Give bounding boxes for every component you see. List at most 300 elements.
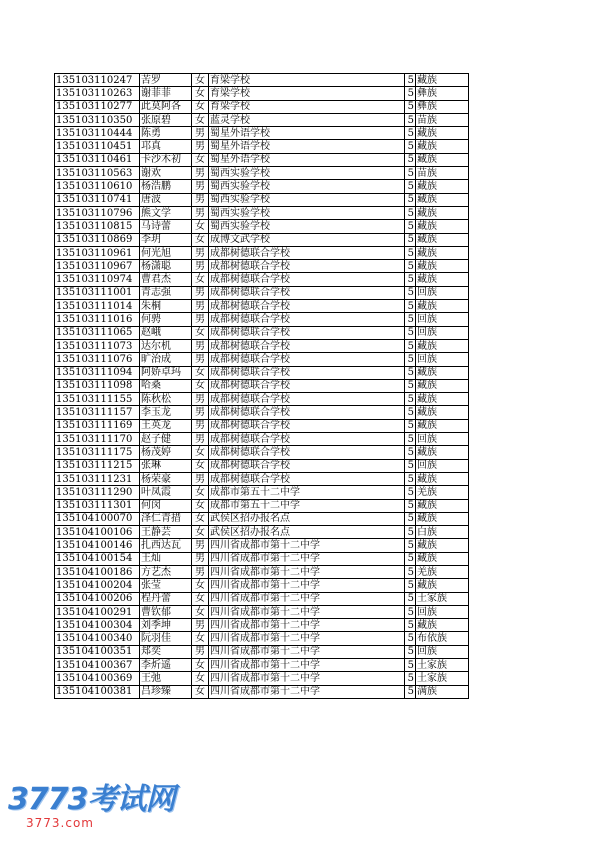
- sex-cell: 女: [192, 87, 209, 100]
- name-cell: 谢欢: [140, 167, 192, 180]
- school-cell: 蜀西实验学校: [209, 167, 405, 180]
- ethnicity-cell: 藏族: [416, 499, 469, 512]
- ethnicity-cell: 藏族: [416, 153, 469, 166]
- sex-cell: 男: [192, 127, 209, 140]
- sex-cell: 女: [192, 512, 209, 525]
- school-cell: 成都树德联合学校: [209, 339, 405, 352]
- school-cell: 蜀星外语学校: [209, 140, 405, 153]
- table-row: [55, 645, 469, 658]
- table-row: [55, 579, 469, 592]
- score-cell: 5: [405, 100, 416, 113]
- school-cell: 育梁学校: [209, 74, 405, 87]
- table-row: [55, 605, 469, 618]
- score-cell: 5: [405, 246, 416, 259]
- school-cell: 四川省成都市第十二中学: [209, 685, 405, 698]
- ethnicity-cell: 藏族: [416, 260, 469, 273]
- school-cell: 成都树德联合学校: [209, 246, 405, 259]
- exam-id-cell: 135103111157: [55, 406, 140, 419]
- table-row: [55, 180, 469, 193]
- score-cell: 5: [405, 406, 416, 419]
- table-row: [55, 632, 469, 645]
- name-cell: 叶凤霞: [140, 486, 192, 499]
- school-cell: 四川省成都市第十二中学: [209, 579, 405, 592]
- sex-cell: 男: [192, 246, 209, 259]
- school-cell: 武侯区招办报名点: [209, 512, 405, 525]
- sex-cell: 女: [192, 526, 209, 539]
- name-cell: 哈桑: [140, 379, 192, 392]
- score-cell: 5: [405, 127, 416, 140]
- school-cell: 成都树德联合学校: [209, 273, 405, 286]
- score-cell: 5: [405, 433, 416, 446]
- table-row: [55, 87, 469, 100]
- score-cell: 5: [405, 486, 416, 499]
- table-row: [55, 206, 469, 219]
- school-cell: 成都树德联合学校: [209, 300, 405, 313]
- sex-cell: 男: [192, 419, 209, 432]
- exam-id-cell: 135103110451: [55, 140, 140, 153]
- name-cell: 唐波: [140, 193, 192, 206]
- name-cell: 吕珍臻: [140, 685, 192, 698]
- sex-cell: 男: [192, 260, 209, 273]
- table-row: [55, 353, 469, 366]
- exam-id-cell: 135103111065: [55, 326, 140, 339]
- score-cell: 5: [405, 379, 416, 392]
- exam-id-cell: 135103110974: [55, 273, 140, 286]
- table-row: [55, 685, 469, 698]
- name-cell: 张琳: [140, 459, 192, 472]
- table-row: [55, 100, 469, 113]
- table-row: [55, 246, 469, 259]
- name-cell: 阿娇卓玛: [140, 366, 192, 379]
- name-cell: 王英龙: [140, 419, 192, 432]
- ethnicity-cell: 藏族: [416, 127, 469, 140]
- score-cell: 5: [405, 672, 416, 685]
- sex-cell: 男: [192, 393, 209, 406]
- name-cell: 扎西达瓦: [140, 539, 192, 552]
- table-row: [55, 74, 469, 87]
- sex-cell: 女: [192, 379, 209, 392]
- name-cell: 刘季坤: [140, 619, 192, 632]
- exam-id-cell: 135103111169: [55, 419, 140, 432]
- ethnicity-cell: 藏族: [416, 512, 469, 525]
- sex-cell: 女: [192, 220, 209, 233]
- sex-cell: 女: [192, 273, 209, 286]
- exam-id-cell: 135103111231: [55, 472, 140, 485]
- name-cell: 李炘遥: [140, 659, 192, 672]
- exam-id-cell: 135104100369: [55, 672, 140, 685]
- logo-sub-text: 3773.com: [26, 816, 94, 830]
- school-cell: 蜀星外语学校: [209, 153, 405, 166]
- table-row: [55, 140, 469, 153]
- table-row: [55, 339, 469, 352]
- school-cell: 武侯区招办报名点: [209, 526, 405, 539]
- ethnicity-cell: 藏族: [416, 579, 469, 592]
- sex-cell: 女: [192, 100, 209, 113]
- ethnicity-cell: 藏族: [416, 339, 469, 352]
- school-cell: 四川省成都市第十二中学: [209, 539, 405, 552]
- name-cell: 郑奕: [140, 645, 192, 658]
- name-cell: 旷治成: [140, 353, 192, 366]
- table-row: [55, 366, 469, 379]
- name-cell: 马诗蕾: [140, 220, 192, 233]
- ethnicity-cell: 藏族: [416, 140, 469, 153]
- school-cell: 成都树德联合学校: [209, 393, 405, 406]
- school-cell: 成都树德联合学校: [209, 419, 405, 432]
- name-cell: 赵峨: [140, 326, 192, 339]
- school-cell: 四川省成都市第十二中学: [209, 632, 405, 645]
- table-row: [55, 552, 469, 565]
- exam-id-cell: 135104100340: [55, 632, 140, 645]
- score-cell: 5: [405, 366, 416, 379]
- name-cell: 熊文学: [140, 206, 192, 219]
- table-row: [55, 672, 469, 685]
- school-cell: 四川省成都市第十二中学: [209, 552, 405, 565]
- ethnicity-cell: 藏族: [416, 619, 469, 632]
- score-cell: 5: [405, 260, 416, 273]
- name-cell: 卡沙木初: [140, 153, 192, 166]
- table-row: [55, 512, 469, 525]
- ethnicity-cell: 彝族: [416, 87, 469, 100]
- ethnicity-cell: 藏族: [416, 379, 469, 392]
- score-cell: 5: [405, 472, 416, 485]
- name-cell: 王灿: [140, 552, 192, 565]
- name-cell: 谢菲菲: [140, 87, 192, 100]
- exam-id-cell: 135103111076: [55, 353, 140, 366]
- score-cell: 5: [405, 113, 416, 126]
- ethnicity-cell: 藏族: [416, 273, 469, 286]
- site-logo: [8, 784, 175, 830]
- sex-cell: 女: [192, 153, 209, 166]
- name-cell: 曹钦郁: [140, 605, 192, 618]
- sex-cell: 女: [192, 499, 209, 512]
- school-cell: 成都树德联合学校: [209, 379, 405, 392]
- table-row: [55, 379, 469, 392]
- score-cell: 5: [405, 659, 416, 672]
- school-cell: 成都树德联合学校: [209, 433, 405, 446]
- name-cell: 陈勇: [140, 127, 192, 140]
- score-cell: 5: [405, 167, 416, 180]
- score-cell: 5: [405, 512, 416, 525]
- exam-id-cell: 135103110461: [55, 153, 140, 166]
- school-cell: 成博文武学校: [209, 233, 405, 246]
- table-row: [55, 127, 469, 140]
- exam-id-cell: 135103111001: [55, 286, 140, 299]
- name-cell: 达尔机: [140, 339, 192, 352]
- table-row: [55, 286, 469, 299]
- name-cell: 陈秋松: [140, 393, 192, 406]
- table-row: [55, 592, 469, 605]
- school-cell: 成都树德联合学校: [209, 446, 405, 459]
- name-cell: 曹君杰: [140, 273, 192, 286]
- sex-cell: 女: [192, 486, 209, 499]
- table-row: [55, 220, 469, 233]
- exam-id-cell: 135103111155: [55, 393, 140, 406]
- exam-id-cell: 135103110444: [55, 127, 140, 140]
- score-cell: 5: [405, 273, 416, 286]
- ethnicity-cell: 藏族: [416, 74, 469, 87]
- school-cell: 蓝灵学校: [209, 113, 405, 126]
- score-cell: 5: [405, 645, 416, 658]
- name-cell: 苦罗: [140, 74, 192, 87]
- ethnicity-cell: 羌族: [416, 565, 469, 578]
- sex-cell: 男: [192, 565, 209, 578]
- score-cell: 5: [405, 499, 416, 512]
- ethnicity-cell: 回族: [416, 313, 469, 326]
- school-cell: 成都树德联合学校: [209, 326, 405, 339]
- exam-id-cell: 135103111098: [55, 379, 140, 392]
- ethnicity-cell: 回族: [416, 605, 469, 618]
- exam-id-cell: 135103110967: [55, 260, 140, 273]
- sex-cell: 男: [192, 193, 209, 206]
- exam-id-cell: 135103110741: [55, 193, 140, 206]
- exam-id-cell: 135104100367: [55, 659, 140, 672]
- ethnicity-cell: 土家族: [416, 659, 469, 672]
- table-row: [55, 393, 469, 406]
- name-cell: 赵子健: [140, 433, 192, 446]
- school-cell: 成都树德联合学校: [209, 353, 405, 366]
- score-cell: 5: [405, 592, 416, 605]
- ethnicity-cell: 藏族: [416, 406, 469, 419]
- ethnicity-cell: 回族: [416, 433, 469, 446]
- score-cell: 5: [405, 353, 416, 366]
- exam-id-cell: 135103110961: [55, 246, 140, 259]
- ethnicity-cell: 藏族: [416, 246, 469, 259]
- school-cell: 育梁学校: [209, 87, 405, 100]
- ethnicity-cell: 布依族: [416, 632, 469, 645]
- sex-cell: 女: [192, 113, 209, 126]
- school-cell: 四川省成都市第十二中学: [209, 565, 405, 578]
- school-cell: 四川省成都市第十二中学: [209, 645, 405, 658]
- exam-id-cell: 135104100106: [55, 526, 140, 539]
- ethnicity-cell: 满族: [416, 685, 469, 698]
- ethnicity-cell: 藏族: [416, 419, 469, 432]
- score-cell: 5: [405, 552, 416, 565]
- ethnicity-cell: 藏族: [416, 233, 469, 246]
- score-cell: 5: [405, 419, 416, 432]
- table-row: [55, 539, 469, 552]
- exam-id-cell: 135103110563: [55, 167, 140, 180]
- table-row: [55, 167, 469, 180]
- score-cell: 5: [405, 153, 416, 166]
- sex-cell: 男: [192, 140, 209, 153]
- name-cell: 泽仁青措: [140, 512, 192, 525]
- name-cell: 杨茂婷: [140, 446, 192, 459]
- sex-cell: 女: [192, 74, 209, 87]
- school-cell: 成都树德联合学校: [209, 313, 405, 326]
- name-cell: 何闵: [140, 499, 192, 512]
- sex-cell: 男: [192, 619, 209, 632]
- exam-id-cell: 135103111014: [55, 300, 140, 313]
- name-cell: 朱桐: [140, 300, 192, 313]
- exam-id-cell: 135103110796: [55, 206, 140, 219]
- table-row: [55, 486, 469, 499]
- table-row: [55, 406, 469, 419]
- exam-id-cell: 135103111094: [55, 366, 140, 379]
- student-table-body: [55, 74, 469, 699]
- score-cell: 5: [405, 526, 416, 539]
- exam-id-cell: 135103111301: [55, 499, 140, 512]
- school-cell: 四川省成都市第十二中学: [209, 619, 405, 632]
- table-row: [55, 113, 469, 126]
- exam-id-cell: 135103110263: [55, 87, 140, 100]
- sex-cell: 女: [192, 366, 209, 379]
- sex-cell: 男: [192, 286, 209, 299]
- score-cell: 5: [405, 233, 416, 246]
- ethnicity-cell: 白族: [416, 526, 469, 539]
- ethnicity-cell: 苗族: [416, 167, 469, 180]
- sex-cell: 男: [192, 645, 209, 658]
- school-cell: 成都树德联合学校: [209, 286, 405, 299]
- sex-cell: 女: [192, 632, 209, 645]
- sex-cell: 女: [192, 459, 209, 472]
- sex-cell: 男: [192, 353, 209, 366]
- school-cell: 蜀西实验学校: [209, 220, 405, 233]
- exam-id-cell: 135103110869: [55, 233, 140, 246]
- exam-id-cell: 135104100186: [55, 565, 140, 578]
- score-cell: 5: [405, 339, 416, 352]
- score-cell: 5: [405, 193, 416, 206]
- sex-cell: 女: [192, 579, 209, 592]
- sex-cell: 女: [192, 605, 209, 618]
- name-cell: 杨荣豪: [140, 472, 192, 485]
- score-cell: 5: [405, 393, 416, 406]
- score-cell: 5: [405, 605, 416, 618]
- exam-id-cell: 135104100381: [55, 685, 140, 698]
- sex-cell: 男: [192, 206, 209, 219]
- ethnicity-cell: 藏族: [416, 206, 469, 219]
- ethnicity-cell: 藏族: [416, 552, 469, 565]
- exam-id-cell: 135103111175: [55, 446, 140, 459]
- school-cell: 四川省成都市第十二中学: [209, 605, 405, 618]
- table-row: [55, 326, 469, 339]
- score-cell: 5: [405, 565, 416, 578]
- ethnicity-cell: 回族: [416, 286, 469, 299]
- score-cell: 5: [405, 300, 416, 313]
- exam-id-cell: 135103110610: [55, 180, 140, 193]
- score-cell: 5: [405, 685, 416, 698]
- ethnicity-cell: 藏族: [416, 472, 469, 485]
- school-cell: 蜀西实验学校: [209, 193, 405, 206]
- name-cell: 杨浩鹏: [140, 180, 192, 193]
- score-cell: 5: [405, 180, 416, 193]
- score-cell: 5: [405, 74, 416, 87]
- school-cell: 蜀星外语学校: [209, 127, 405, 140]
- school-cell: 成都树德联合学校: [209, 406, 405, 419]
- sex-cell: 女: [192, 233, 209, 246]
- sex-cell: 女: [192, 326, 209, 339]
- sex-cell: 男: [192, 300, 209, 313]
- name-cell: 王静芸: [140, 526, 192, 539]
- name-cell: 张莹: [140, 579, 192, 592]
- table-row: [55, 419, 469, 432]
- name-cell: 方艺杰: [140, 565, 192, 578]
- exam-id-cell: 135104100146: [55, 539, 140, 552]
- exam-id-cell: 135103110247: [55, 74, 140, 87]
- name-cell: 杨潇聪: [140, 260, 192, 273]
- table-row: [55, 499, 469, 512]
- score-cell: 5: [405, 140, 416, 153]
- table-row: [55, 459, 469, 472]
- table-row: [55, 526, 469, 539]
- score-cell: 5: [405, 313, 416, 326]
- school-cell: 蜀西实验学校: [209, 180, 405, 193]
- ethnicity-cell: 藏族: [416, 446, 469, 459]
- name-cell: 何光旭: [140, 246, 192, 259]
- student-table: [54, 73, 469, 699]
- sex-cell: 男: [192, 433, 209, 446]
- score-cell: 5: [405, 206, 416, 219]
- ethnicity-cell: 藏族: [416, 300, 469, 313]
- ethnicity-cell: 彝族: [416, 100, 469, 113]
- school-cell: 蜀西实验学校: [209, 206, 405, 219]
- score-cell: 5: [405, 459, 416, 472]
- name-cell: 阮羽佳: [140, 632, 192, 645]
- name-cell: 何骋: [140, 313, 192, 326]
- ethnicity-cell: 土家族: [416, 592, 469, 605]
- exam-id-cell: 135104100206: [55, 592, 140, 605]
- table-row: [55, 300, 469, 313]
- name-cell: 王弛: [140, 672, 192, 685]
- school-cell: 四川省成都市第十二中学: [209, 659, 405, 672]
- exam-id-cell: 135103110350: [55, 113, 140, 126]
- ethnicity-cell: 藏族: [416, 393, 469, 406]
- exam-id-cell: 135103111290: [55, 486, 140, 499]
- score-cell: 5: [405, 220, 416, 233]
- logo-main-text: 3773考试网: [8, 782, 175, 817]
- sex-cell: 男: [192, 552, 209, 565]
- score-cell: 5: [405, 326, 416, 339]
- sex-cell: 女: [192, 659, 209, 672]
- score-cell: 5: [405, 619, 416, 632]
- table-row: [55, 273, 469, 286]
- ethnicity-cell: 藏族: [416, 220, 469, 233]
- score-cell: 5: [405, 286, 416, 299]
- score-cell: 5: [405, 632, 416, 645]
- name-cell: 此莫阿各: [140, 100, 192, 113]
- sex-cell: 男: [192, 180, 209, 193]
- exam-id-cell: 135104100204: [55, 579, 140, 592]
- ethnicity-cell: 藏族: [416, 366, 469, 379]
- ethnicity-cell: 藏族: [416, 193, 469, 206]
- table-row: [55, 619, 469, 632]
- ethnicity-cell: 回族: [416, 353, 469, 366]
- sex-cell: 男: [192, 167, 209, 180]
- school-cell: 成都树德联合学校: [209, 472, 405, 485]
- ethnicity-cell: 羌族: [416, 486, 469, 499]
- school-cell: 四川省成都市第十二中学: [209, 672, 405, 685]
- table-row: [55, 153, 469, 166]
- exam-id-cell: 135103111170: [55, 433, 140, 446]
- sex-cell: 男: [192, 406, 209, 419]
- exam-id-cell: 135104100351: [55, 645, 140, 658]
- score-cell: 5: [405, 87, 416, 100]
- sex-cell: 女: [192, 446, 209, 459]
- ethnicity-cell: 回族: [416, 645, 469, 658]
- sex-cell: 女: [192, 685, 209, 698]
- table-row: [55, 313, 469, 326]
- sex-cell: 女: [192, 672, 209, 685]
- score-cell: 5: [405, 446, 416, 459]
- score-cell: 5: [405, 539, 416, 552]
- name-cell: 李玉龙: [140, 406, 192, 419]
- school-cell: 成都树德联合学校: [209, 366, 405, 379]
- name-cell: 程丹蕾: [140, 592, 192, 605]
- table-row: [55, 260, 469, 273]
- exam-id-cell: 135104100304: [55, 619, 140, 632]
- name-cell: 青志强: [140, 286, 192, 299]
- exam-id-cell: 135103111215: [55, 459, 140, 472]
- table-row: [55, 433, 469, 446]
